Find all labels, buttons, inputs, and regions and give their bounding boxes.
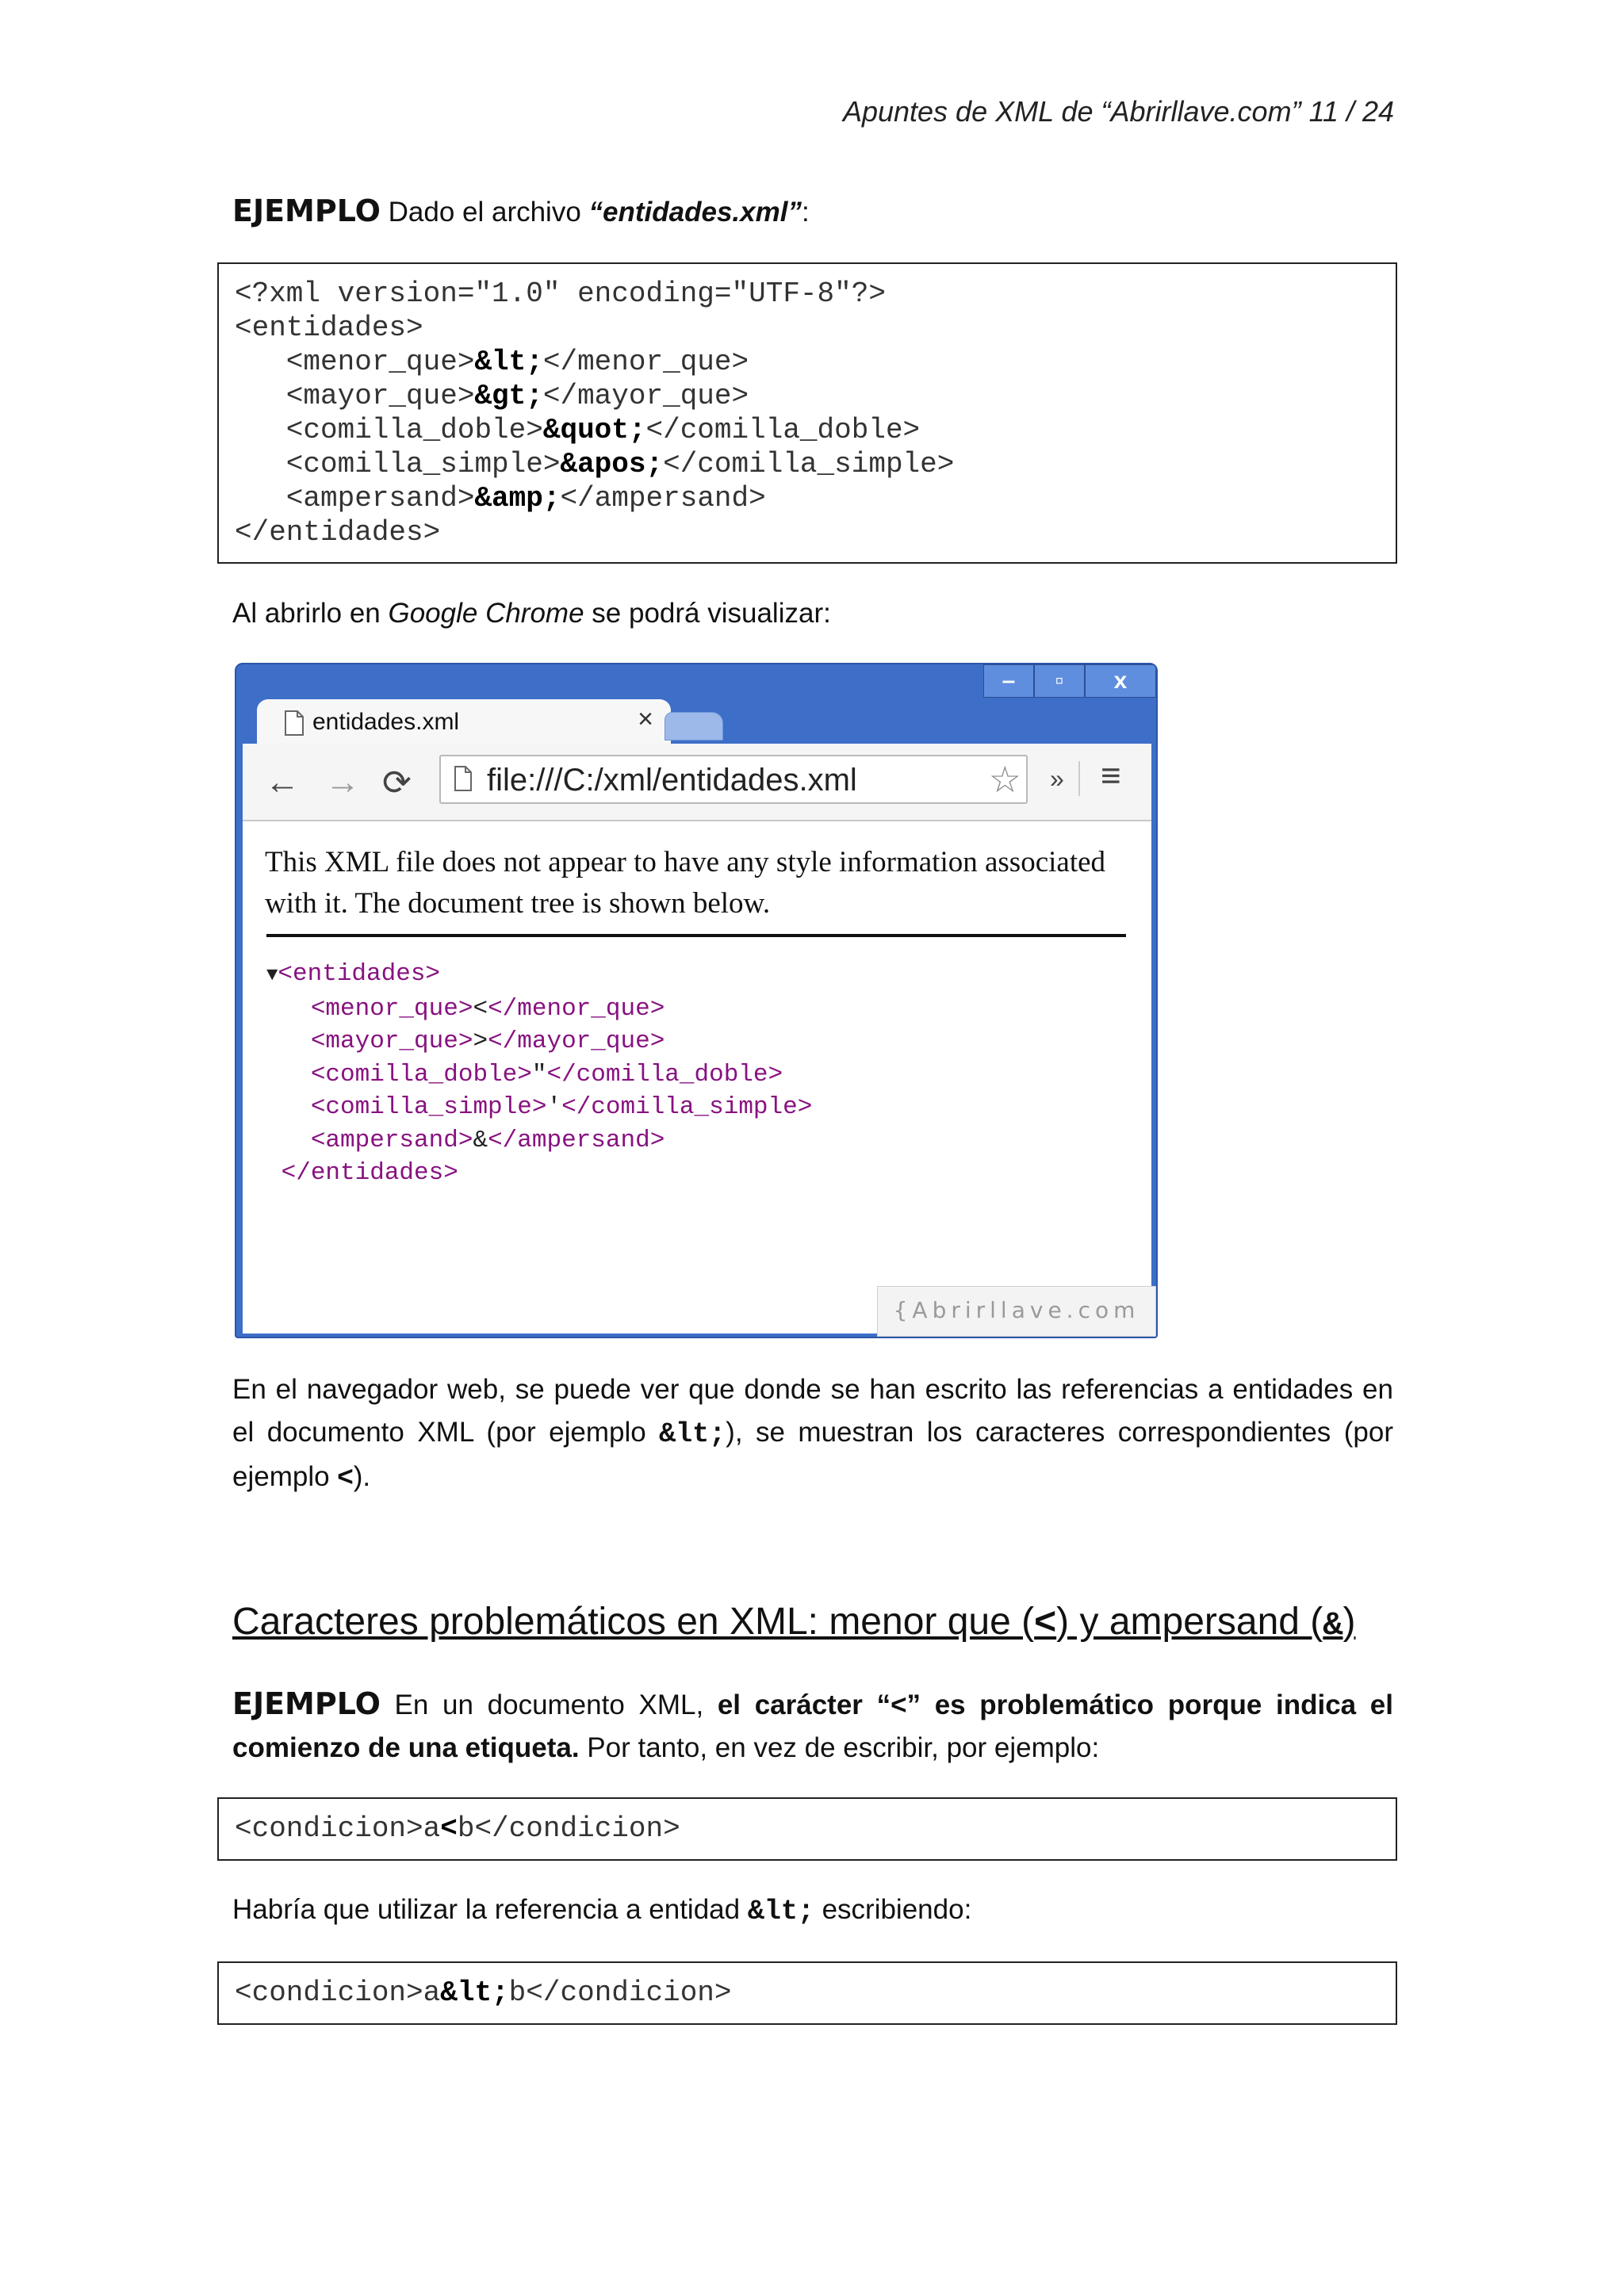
explain-text-1: En el navegador web, se puede ver que donde se han escrito las referencias a entidades en el documento XML (por ejemplo	[232, 1374, 1393, 1448]
code-block-condicion-entity	[217, 1961, 1397, 2025]
tree-node: </entidades>	[281, 1159, 458, 1187]
back-icon[interactable]: ←	[265, 763, 300, 802]
extensions-chevron-icon[interactable]: »	[1050, 764, 1064, 793]
section-heading	[232, 1600, 1355, 1644]
code-line: </entidades>	[235, 516, 441, 549]
example2-text-2: Por tanto, en vez de escribir, por ejemplo:	[579, 1732, 1100, 1763]
xml-info-message: This XML file does not appear to have any style information associated with it. The document tree is shown below.	[265, 846, 1106, 920]
tab-title: entidades.xml	[312, 709, 460, 735]
code-line: <comilla_doble>&quot;</comilla_doble>	[235, 414, 921, 446]
section-title-b: ) y ampersand (	[1056, 1601, 1323, 1643]
code-line: <menor_que>&lt;</menor_que>	[235, 346, 749, 378]
url-text: file:///C:/xml/entidades.xml	[487, 763, 857, 798]
close-icon[interactable]: x	[1085, 664, 1156, 698]
minimize-icon[interactable]: –	[983, 664, 1034, 698]
code-line: <ampersand>&amp;</ampersand>	[235, 482, 766, 515]
toolbar-divider	[1078, 761, 1080, 796]
browser-toolbar	[243, 744, 1151, 821]
example1-intro	[232, 189, 810, 234]
info-divider	[266, 934, 1126, 937]
page-header	[843, 95, 1394, 128]
code-line: <entidades>	[235, 312, 423, 344]
forward-icon[interactable]: →	[325, 763, 360, 802]
example2-label: EJEMPLO	[232, 1686, 381, 1721]
section-lt: <	[1034, 1601, 1057, 1643]
file-name: “entidades.xml”	[588, 197, 802, 228]
section-title-a: Caracteres problemáticos en XML: menor que (	[232, 1601, 1035, 1643]
watermark-logo: {Abrirllave.com	[877, 1286, 1156, 1337]
code-line: <mayor_que>&gt;</mayor_que>	[235, 380, 749, 412]
page-number: 11 / 24	[1308, 95, 1394, 128]
section-title-c: )	[1342, 1601, 1356, 1643]
explain-char: <	[337, 1461, 354, 1492]
chrome-intro-before: Al abrirlo en	[232, 598, 389, 629]
explain-code: &lt;	[659, 1418, 726, 1450]
xml-tree	[266, 958, 812, 1190]
habria-code: &lt;	[747, 1896, 814, 1927]
example2-bold: el carácter “<” es problemático porque indica el comienzo de una etiqueta.	[232, 1689, 1393, 1763]
reload-icon[interactable]: ⟳	[382, 763, 412, 802]
file-icon	[284, 710, 304, 736]
example2-paragraph	[232, 1682, 1393, 1770]
colon: :	[801, 197, 810, 228]
explanation-paragraph	[232, 1368, 1393, 1498]
new-tab-button[interactable]	[665, 712, 723, 740]
header-title: Apuntes de XML de “Abrirllave.com”	[842, 95, 1301, 128]
tree-node: <menor_que><</menor_que>	[310, 994, 665, 1023]
code-listing	[219, 264, 1396, 549]
star-icon[interactable]: ☆	[988, 759, 1021, 800]
chrome-intro	[232, 592, 831, 635]
window-controls	[983, 664, 1156, 701]
habria-paragraph	[232, 1888, 971, 1933]
tree-node: ▼<entidades>	[266, 960, 441, 988]
habria-text-1: Habría que utilizar la referencia a entidad	[232, 1894, 748, 1925]
code-condicion: <condicion>a<b</condicion>	[235, 1812, 680, 1845]
browser-tab[interactable]	[257, 699, 671, 745]
browser-content	[243, 821, 1151, 1334]
code-line: <comilla_simple>&apos;</comilla_simple>	[235, 448, 955, 480]
example1-text: Dado el archivo	[380, 197, 589, 228]
example2-text-1: En un documento XML,	[380, 1689, 718, 1720]
menu-icon[interactable]: ≡	[1101, 756, 1121, 795]
explain-text-2: ), se muestran los caracteres correspondientes (por ejemplo	[232, 1417, 1393, 1492]
code-line: <?xml version="1.0" encoding="UTF-8"?>	[235, 277, 886, 310]
browser-window	[235, 663, 1158, 1338]
collapse-triangle-icon[interactable]: ▼	[266, 965, 278, 986]
chrome-intro-after: se podrá visualizar:	[584, 598, 831, 629]
tree-node: <ampersand>&</ampersand>	[310, 1126, 665, 1154]
code-block-condicion	[217, 1797, 1397, 1861]
code-block-entidades	[217, 262, 1397, 564]
habria-text-2: escribiendo:	[814, 1894, 972, 1925]
tree-node: <mayor_que>></mayor_que>	[310, 1027, 665, 1055]
chrome-name: Google Chrome	[388, 598, 584, 629]
explain-text-3: ).	[353, 1461, 371, 1492]
page-icon	[454, 766, 473, 791]
section-amp: &	[1323, 1606, 1343, 1644]
code-condicion-entity: <condicion>a&lt;b</condicion>	[235, 1976, 732, 2009]
tab-close-icon[interactable]: ×	[638, 704, 653, 734]
tree-node: <comilla_simple>'</comilla_simple>	[310, 1093, 813, 1121]
address-bar[interactable]	[439, 755, 1028, 804]
maximize-icon[interactable]: ▫	[1034, 664, 1085, 698]
tree-node: <comilla_doble>"</comilla_doble>	[310, 1060, 783, 1089]
example-label: EJEMPLO	[232, 193, 381, 228]
